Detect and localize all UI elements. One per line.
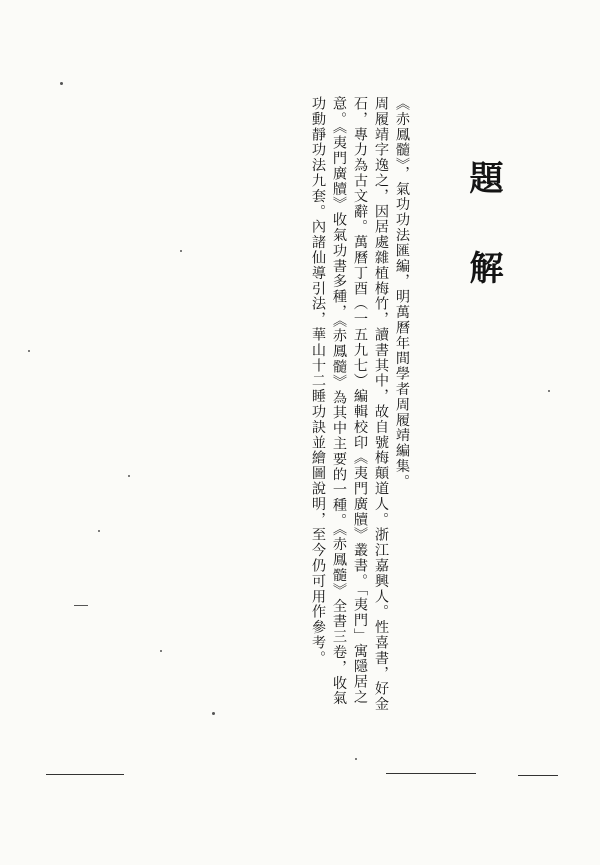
- bottom-rule: [518, 775, 558, 776]
- scan-speck: [60, 82, 63, 85]
- scan-speck: [548, 390, 550, 392]
- scan-speck: [98, 530, 100, 532]
- bottom-rule: [46, 774, 124, 775]
- body-text: [262, 96, 412, 716]
- scan-speck: [74, 605, 88, 606]
- scan-speck: [28, 350, 30, 352]
- scan-speck: [160, 650, 162, 652]
- bottom-rule: [386, 773, 476, 774]
- scan-speck: [355, 758, 357, 760]
- scan-speck: [212, 712, 215, 715]
- paragraph-biography: 周履靖字逸之，因居處雜植梅竹，讀書其中，故自號梅顛道人。浙江嘉興人。性喜書，好金石，專力為古文辭。萬曆丁酉（一五九七）編輯校印《夷門廣牘》叢書。「夷門」寓隱居之意。《夷門廣牘》收氣功書多種，《赤鳳髓》為其中主要的一種。《赤鳳髓》全書三卷，收氣功動靜功法九套。內諸仙導引法，華山十二睡功訣並繪圖說明，至今仍可用作參考。: [310, 96, 389, 712]
- page-title: 題解: [463, 160, 503, 340]
- paragraph-intro: 《赤鳳髓》，氣功功法匯編，明萬曆年間學者周履靖編集。: [394, 96, 410, 490]
- scan-speck: [128, 475, 130, 477]
- scan-speck: [180, 250, 182, 252]
